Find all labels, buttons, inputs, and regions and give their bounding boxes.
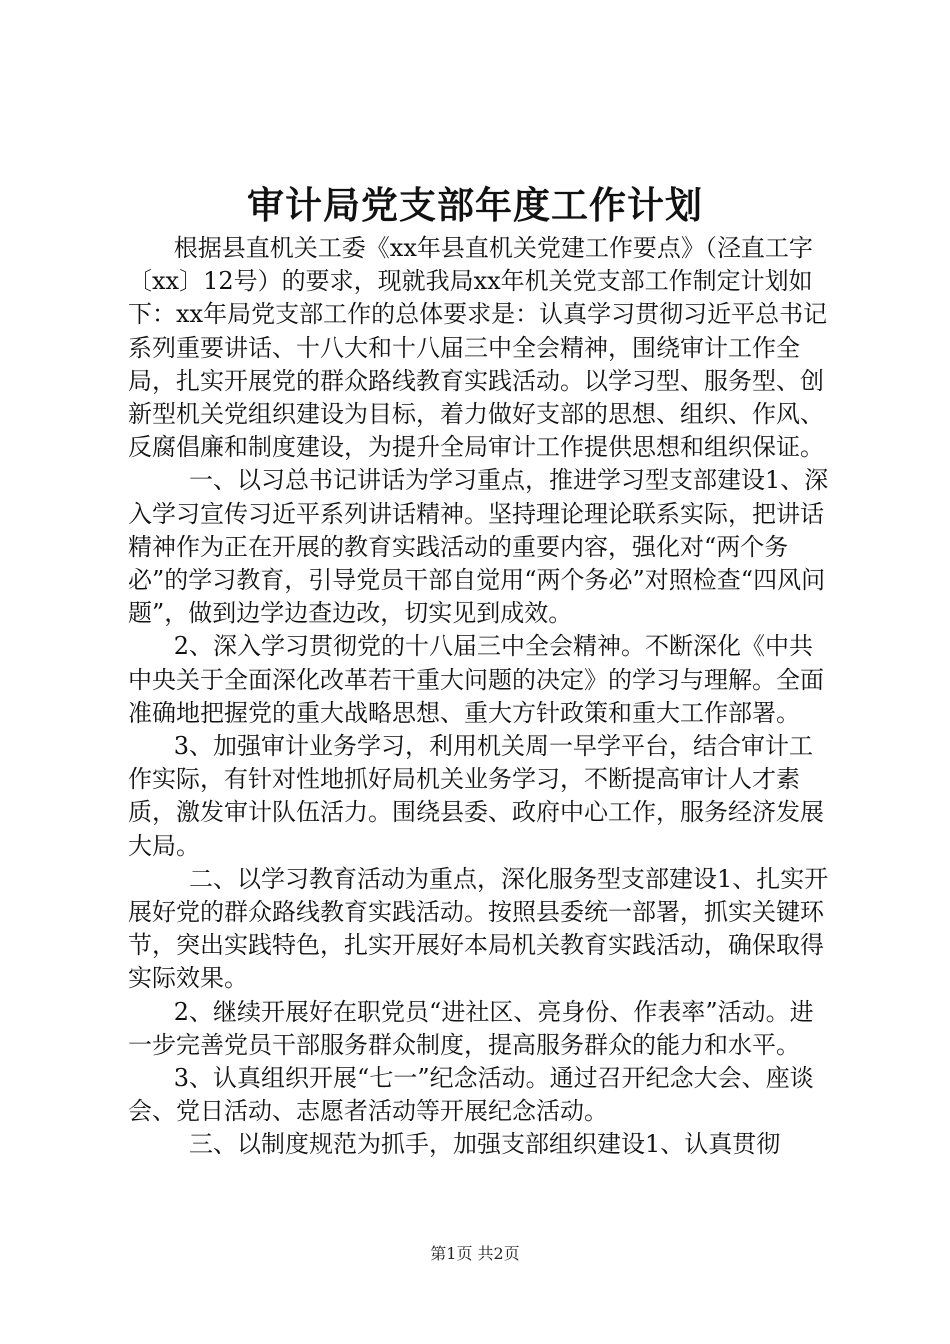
paragraph-section-two: 二、以学习教育活动为重点，深化服务型支部建设1、扎实开展好党的群众路线教育实践活动。按照县委统一部署，抓实关键环节，突出实践特色，扎实开展好本局机关教育实践活动，确保取得实际效果。: [128, 864, 829, 993]
paragraph-item-1-2: 2、深入学习贯彻党的十八届三中全会精神。不断深化《中共中央关于全面深化改革若干重大问题的决定》的学习与理解。全面准确地把握党的重大战略思想、重大方针政策和重大工作部署。: [128, 632, 824, 727]
paragraph-section-three: 三、以制度规范为抓手，加强支部组织建设1、认真贯彻: [128, 1130, 781, 1159]
page-footer: 第1页 共2页: [430, 1244, 520, 1263]
paragraph-item-2-3: 3、认真组织开展“七一”纪念活动。通过召开纪念大会、座谈会、党日活动、志愿者活动等开展纪念活动。: [128, 1064, 814, 1126]
paragraph-item-1-3: 3、加强审计业务学习，利用机关周一早学平台，结合审计工作实际，有针对性地抓好局机关业务学习，不断提高审计人才素质，激发审计队伍活力。围绕县委、政府中心工作，服务经济发展大局。: [128, 732, 824, 860]
paragraph-item-2-2: 2、继续开展好在职党员“进社区、亮身份、作表率”活动。进一步完善党员干部服务群众制度，提高服务群众的能力和水平。: [128, 997, 814, 1059]
paragraph-section-one: 一、以习总书记讲话为学习重点，推进学习型支部建设1、深入学习宣传习近平系列讲话精神。坚持理论理论联系实际，把讲话精神作为正在开展的教育实践活动的重要内容，强化对“两个务必”的学习教育，引导党员干部自觉用“两个务必”对照检查“四风问题”，做到边学边查边改，切实见到成效。: [128, 466, 829, 628]
paragraph-intro: 根据县直机关工委《xx年县直机关党建工作要点》（泾直工字〔xx〕12号）的要求，现就我局xx年机关党支部工作制定计划如下：xx年局党支部工作的总体要求是：认真学习贯彻习近平总书记系列重要讲话、十八大和十八届三中全会精神，围绕审计工作全局，扎实开展党的群众路线教育实践活动。以学习型、服务型、创新型机关党组织建设为目标，着力做好支部的思想、组织、作风、反腐倡廉和制度建设，为提升全局审计工作提供思想和组织保证。: [128, 234, 828, 462]
document-body: [128, 232, 830, 1162]
document-title: 审计局党支部年度工作计划: [247, 183, 703, 227]
